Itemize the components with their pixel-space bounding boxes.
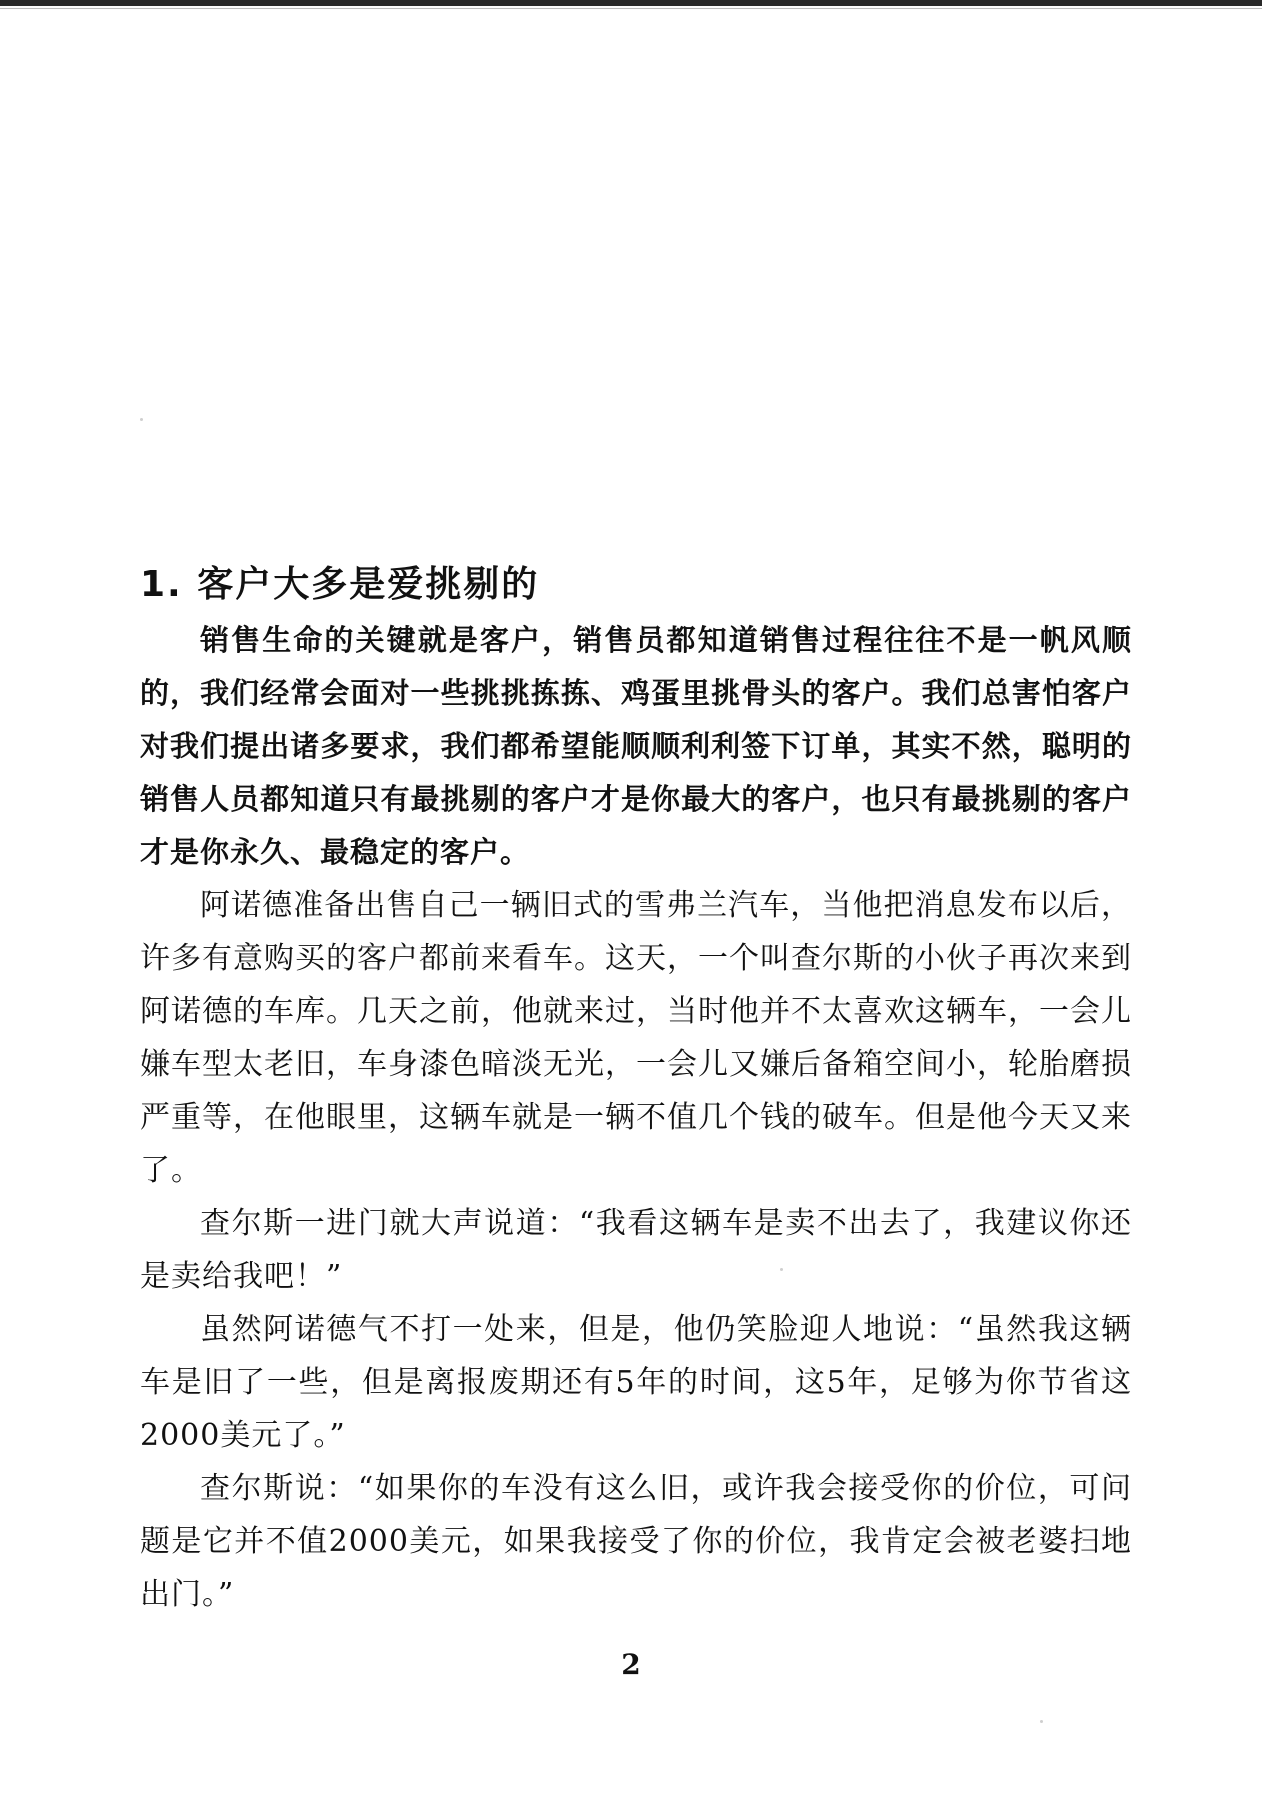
top-rule-thin: [0, 8, 1262, 9]
scan-speck: [780, 1268, 783, 1271]
paragraph-3: 查尔斯一进门就大声说道：“我看这辆车是卖不出去了，我建议你还是卖给我吧！”: [140, 1206, 1132, 1294]
page-number: 2: [621, 1648, 641, 1681]
paragraph-1: 销售生命的关键就是客户，销售员都知道销售过程往往不是一帆风顺的，我们经常会面对一些挑挑拣拣、鸡蛋里挑骨头的客户。我们总害怕客户对我们提出诸多要求，我们都希望能顺顺利利签下订单，其实不然，聪明的销售人员都知道只有最挑剔的客户才是你最大的客户，也只有最挑剔的客户才是你永久、最稳定的客户。: [140, 623, 1132, 869]
top-rule: [0, 0, 1262, 6]
scan-speck: [1040, 1720, 1043, 1723]
paragraph-5: 查尔斯说：“如果你的车没有这么旧，或许我会接受你的价位，可问题是它并不值2000美元，如果我接受了你的价位，我肯定会被老婆扫地出门。”: [140, 1471, 1132, 1612]
paragraph-2: 阿诺德准备出售自己一辆旧式的雪弗兰汽车，当他把消息发布以后，许多有意购买的客户都前来看车。这天，一个叫查尔斯的小伙子再次来到阿诺德的车库。几天之前，他就来过，当时他并不太喜欢这辆车，一会儿嫌车型太老旧，车身漆色暗淡无光，一会儿又嫌后备箱空间小，轮胎磨损严重等，在他眼里，这辆车就是一辆不值几个钱的破车。但是他今天又来了。: [140, 888, 1132, 1188]
paragraph-4: 虽然阿诺德气不打一处来，但是，他仍笑脸迎人地说：“虽然我这辆车是旧了一些，但是离报废期还有5年的时间，这5年，足够为你节省这2000美元了。”: [140, 1312, 1132, 1453]
scan-speck: [140, 418, 143, 421]
page-content: [140, 560, 1132, 1621]
section-title: 1. 客户大多是爱挑剔的: [140, 564, 540, 605]
